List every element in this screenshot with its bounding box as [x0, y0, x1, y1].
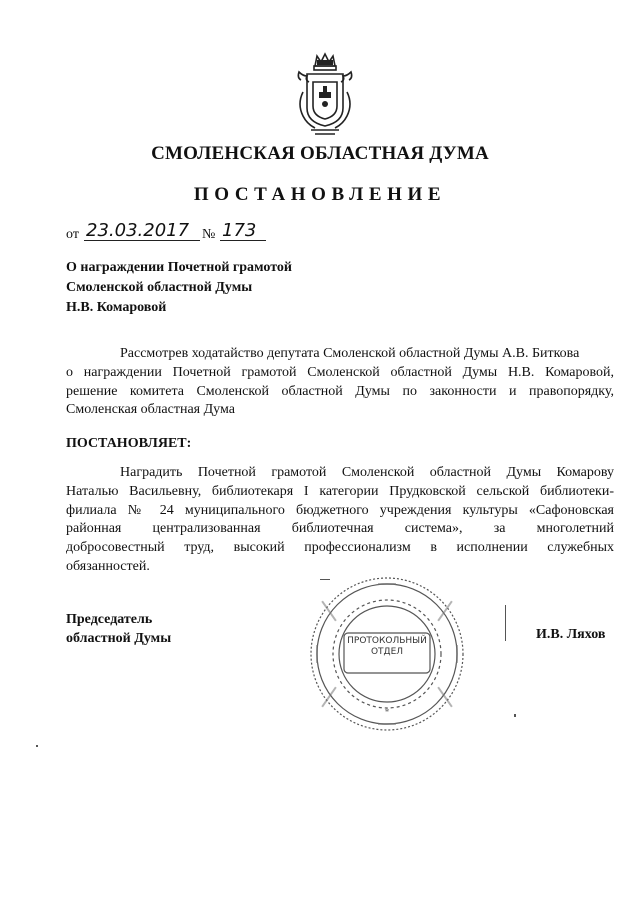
stamp-star: *: [384, 707, 390, 717]
scan-mark: [514, 714, 516, 717]
document-type-title: ПОСТАНОВЛЕНИЕ: [193, 184, 447, 205]
preamble-paragraph: [66, 345, 614, 420]
scan-mark: [505, 605, 506, 641]
decision-line: обязанностей.: [66, 558, 150, 574]
handwritten-number: 173: [220, 222, 266, 241]
organization-name: СМОЛЕНСКАЯ ОБЛАСТНАЯ ДУМА: [151, 143, 489, 164]
signatory-name: И.В. Ляхов: [536, 627, 606, 642]
subject-line: О награждении Почетной грамотой: [66, 260, 292, 275]
signatory-title-line: областной Думы: [66, 631, 172, 646]
handwritten-date: 23.03.2017: [84, 222, 200, 241]
number-prefix-label: №: [202, 227, 216, 242]
date-prefix-label: от: [66, 227, 79, 242]
coat-of-arms-emblem: [293, 52, 357, 138]
decision-line: Наталью Васильевну, библиотекаря I категории Прудковской сельской библиотеки-: [66, 483, 614, 499]
subject-line: Н.В. Комаровой: [66, 300, 167, 315]
decision-paragraph: [66, 464, 614, 577]
signatory-title: [66, 610, 171, 648]
decision-line: филиала № 24 муниципального бюджетного учреждения культуры «Сафоновская: [66, 502, 614, 518]
decision-line: районная централизованная библиотечная система», за многолетний: [66, 521, 614, 537]
stamp-center-line: ОТДЕЛ: [370, 647, 404, 657]
subject-line: Смоленской областной Думы: [66, 280, 253, 295]
scan-mark: [36, 745, 38, 747]
decision-line: Наградить Почетной грамотой Смоленской областной Думы Комарову: [120, 465, 614, 480]
scan-mark: [320, 579, 330, 580]
preamble-line: о награждении Почетной грамотой Смоленской областной Думы Н.В. Комаровой,: [66, 364, 614, 380]
preamble-line: решение комитета Смоленской областной Думы по законности и правопорядку,: [66, 383, 614, 399]
stamp-center-line: ПРОТОКОЛЬНЫЙ: [347, 636, 427, 646]
preamble-line: Смоленская областная Дума: [66, 402, 235, 418]
signatory-title-line: Председатель: [66, 612, 153, 627]
stamp-center-text: [347, 636, 427, 658]
preamble-line: Рассмотрев ходатайство депутата Смоленской областной Думы А.В. Биткова: [120, 346, 580, 361]
document-subject: [66, 258, 292, 318]
decree-heading: ПОСТАНОВЛЯЕТ:: [66, 436, 192, 451]
decision-line: добросовестный труд, высокий профессионализм в исполнении служебных: [66, 540, 614, 556]
